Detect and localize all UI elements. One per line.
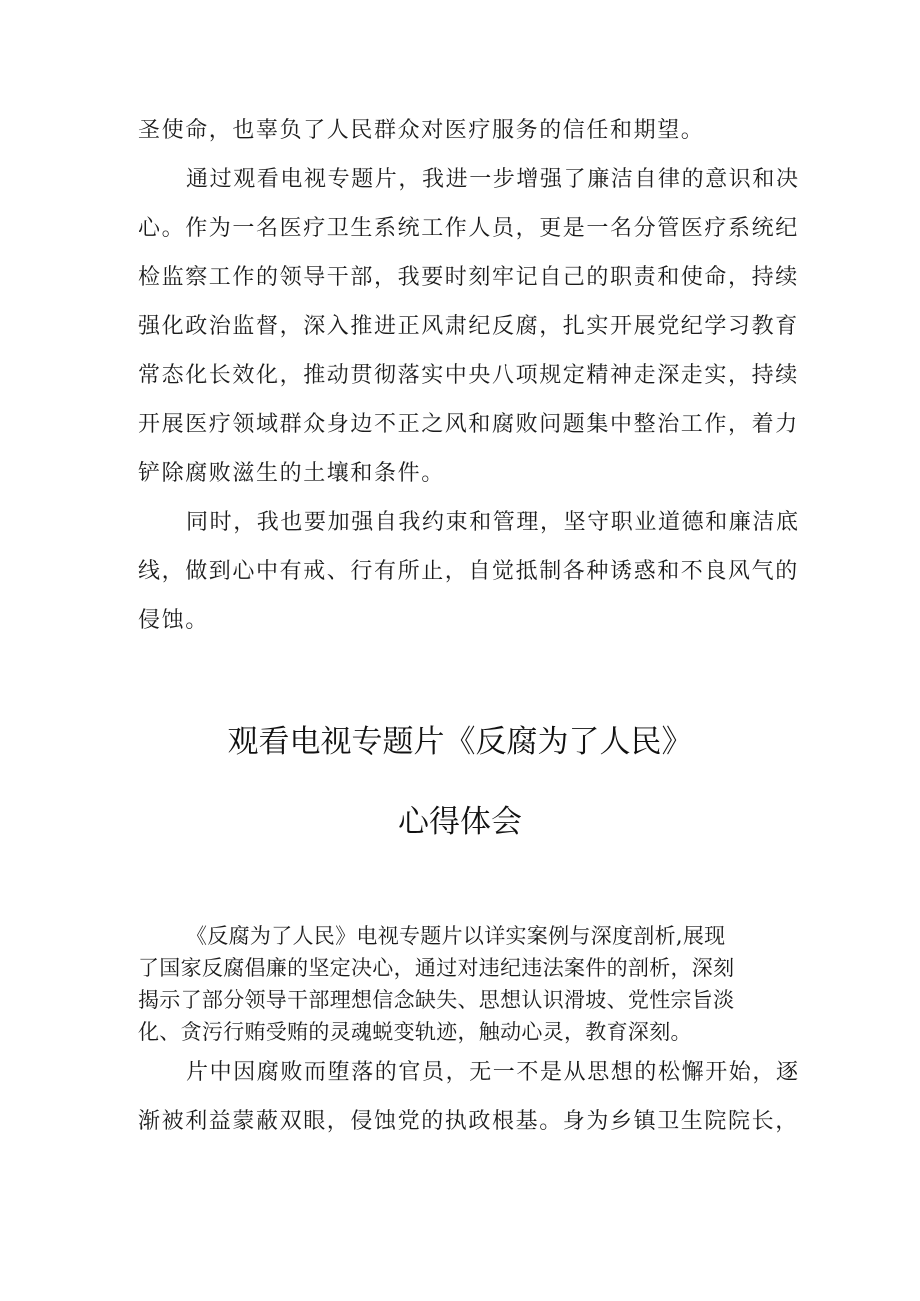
paragraph-line: 强化政治监督，深入推进正风肃纪反腐，扎实开展党纪学习教育	[138, 314, 799, 339]
paragraph-line: 揭示了部分领导干部理想信念缺失、思想认识滑坡、党性宗旨淡	[138, 988, 735, 1012]
paragraph-line: 了国家反腐倡廉的坚定决心，通过对违纪违法案件的剖析，深刻	[138, 956, 735, 980]
paragraph-line: 常态化长效化，推动贯彻落实中央八项规定精神走深走实，持续	[138, 363, 799, 388]
paragraph-line: 化、贪污行贿受贿的灵魂蜕变轨迹，触动心灵，教育深刻。	[138, 1020, 692, 1044]
paragraph-line: 侵蚀。	[138, 608, 209, 633]
document-subtitle: 心得体会	[398, 804, 522, 840]
paragraph-line: 《反腐为了人民》电视专题片以详实案例与深度剖析,展现	[186, 924, 726, 948]
paragraph-line: 心。作为一名医疗卫生系统工作人员，更是一名分管医疗系统纪	[138, 216, 799, 241]
paragraph-line: 渐被利益蒙蔽双眼，侵蚀党的执政根基。身为乡镇卫生院院长，	[138, 1109, 799, 1134]
paragraph-line: 片中因腐败而堕落的官员，无一不是从思想的松懈开始，逐	[186, 1060, 800, 1085]
paragraph-line: 开展医疗领域群众身边不正之风和腐败问题集中整治工作，着力	[138, 412, 799, 437]
document-title: 观看电视专题片《反腐为了人民》	[227, 724, 693, 760]
paragraph-line: 圣使命，也辜负了人民群众对医疗服务的信任和期望。	[138, 118, 705, 143]
paragraph-line: 检监察工作的领导干部，我要时刻牢记自己的职责和使命，持续	[138, 265, 799, 290]
paragraph-line: 线，做到心中有戒、行有所止，自觉抵制各种诱惑和不良风气的	[138, 559, 799, 584]
paragraph-line: 同时，我也要加强自我约束和管理，坚守职业道德和廉洁底	[186, 510, 800, 535]
paragraph-line: 铲除腐败滋生的土壤和条件。	[138, 461, 445, 486]
paragraph-line: 通过观看电视专题片，我进一步增强了廉洁自律的意识和决	[186, 167, 800, 192]
